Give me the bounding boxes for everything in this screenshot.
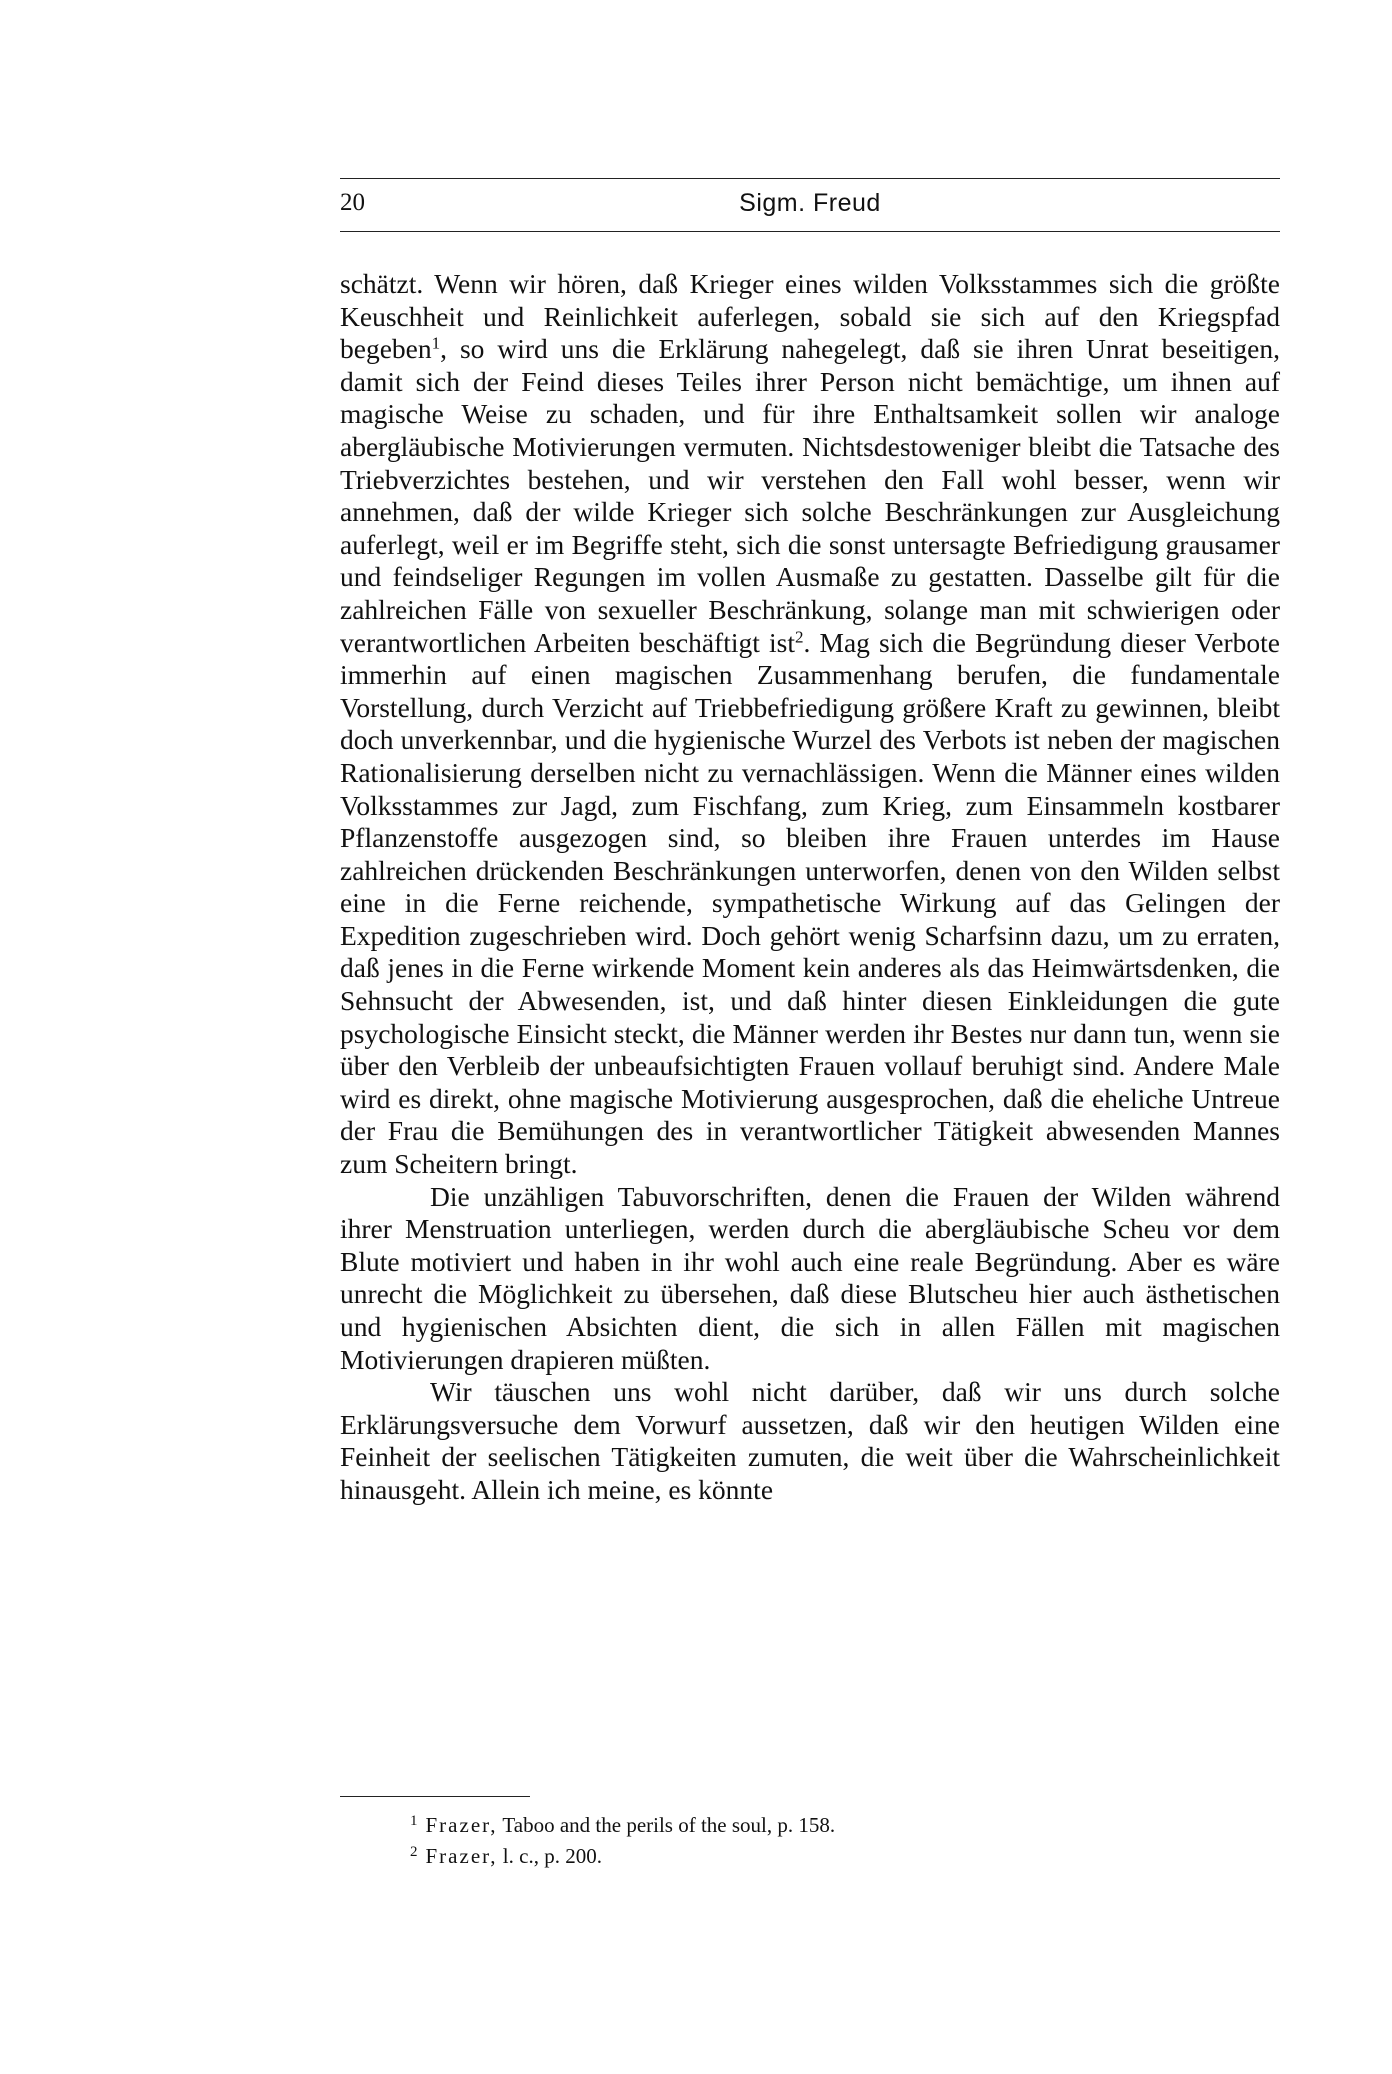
footnote-number: 1	[410, 1813, 418, 1829]
footnote	[410, 1839, 1270, 1870]
paragraph	[340, 1181, 1280, 1377]
text-run: schätzt. Wenn wir hören, daß Krieger eines wilden Volksstammes sich die größte Keuschheit und Reinlichkeit auferlegen, sobald sie sich auf den Kriegspfad begeben	[340, 268, 1280, 365]
footnote-number: 2	[410, 1843, 418, 1860]
body-text	[340, 268, 1280, 1507]
footnote-marker[interactable]: 1	[431, 333, 441, 353]
footnote-text: Taboo and the perils of the soul, p. 158.	[497, 1812, 836, 1837]
footnote-text: l. c., p. 200.	[497, 1843, 602, 1868]
text-run: , so wird uns die Erklärung nahegelegt, daß sie ihren Unrat beseitigen, damit sich der Feind dieses Teiles ihrer Person nicht bemächtige, um ihnen auf magische Weise zu schaden, und für ihre Enthaltsamkeit sollen wir analoge abergläubische Motivierungen vermuten. Nichtsdestoweniger bleibt die Tatsache des Triebverzichtes bestehen, und wir verstehen den Fall wohl besser, wenn wir annehmen, daß der wilde Krieger sich solche Beschränkungen zur Ausgleichung auferlegt, weil er im Begriffe steht, sich die sonst untersagte Befriedigung grausamer und feindseliger Regungen im vollen Ausmaße zu gestatten. Dasselbe gilt für die zahlreichen Fälle von sexueller Beschränkung, solange man mit schwierigen oder verantwortlichen Arbeiten beschäftigt ist	[340, 333, 1280, 658]
text-run: Wir täuschen uns wohl nicht darüber, daß wir uns durch solche Erklärungsversuche dem Vorwurf aussetzen, daß wir den heutigen Wilden eine Feinheit der seelischen Tätigkeiten zumuten, die weit über die Wahrscheinlichkeit hinausgeht. Allein ich meine, es könnte	[340, 1376, 1280, 1505]
paragraph	[340, 1376, 1280, 1506]
running-head	[340, 178, 1280, 232]
footnote-divider	[340, 1796, 530, 1797]
footnote-marker[interactable]: 2	[794, 627, 804, 647]
page-number: 20	[340, 189, 365, 216]
text-run: . Mag sich die Begründung dieser Verbote immerhin auf einen magischen Zusammenhang berufen, die fundamentale Vorstellung, durch Verzicht auf Triebbefriedigung größere Kraft zu gewinnen, bleibt doch unverkennbar, und die hygienische Wurzel des Verbots ist neben der magischen Rationalisierung derselben nicht zu vernachlässigen. Wenn die Männer eines wilden Volksstammes zur Jagd, zum Fischfang, zum Krieg, zum Einsammeln kostbarer Pflanzenstoffe ausgezogen sind, so bleiben ihre Frauen unterdes im Hause zahlreichen drückenden Beschränkungen unterworfen, denen von den Wilden selbst eine in die Ferne reichende, sympathetische Wirkung auf das Gelingen der Expedition zugeschrieben wird. Doch gehört wenig Scharfsinn dazu, um zu erraten, daß jenes in die Ferne wirkende Moment kein anderes als das Heimwärtsdenken, die Sehnsucht der Abwesenden, ist, und daß hinter diesen Einkleidungen die gute psychologische Einsicht steckt, die Männer werden ihr Bestes nur dann tun, wenn sie über den Verbleib der unbeaufsichtigten Frauen vollauf beruhigt sind. Andere Male wird es direkt, ohne magische Motivierung ausgesprochen, daß die eheliche Untreue der Frau die Bemühungen des in verantwortlicher Tätigkeit abwesenden Mannes zum Scheitern bringt.	[340, 626, 1280, 1180]
footnotes	[410, 1808, 1270, 1870]
running-title: Sigm. Freud	[739, 189, 881, 217]
footnote	[410, 1808, 1270, 1839]
paragraph	[340, 268, 1280, 1181]
footnote-author: Frazer,	[425, 1812, 498, 1837]
footnote-author: Frazer,	[425, 1843, 498, 1868]
text-run: Die unzähligen Tabuvorschriften, denen die Frauen der Wilden während ihrer Menstruation unterliegen, werden durch die abergläubische Scheu vor dem Blute motiviert und haben in ihr wohl auch eine reale Begründung. Aber es wäre unrecht die Möglichkeit zu übersehen, daß diese Blutscheu hier auch ästhetischen und hygienischen Absichten dient, die sich in allen Fällen mit magischen Motivierungen drapieren müßten.	[340, 1180, 1280, 1375]
